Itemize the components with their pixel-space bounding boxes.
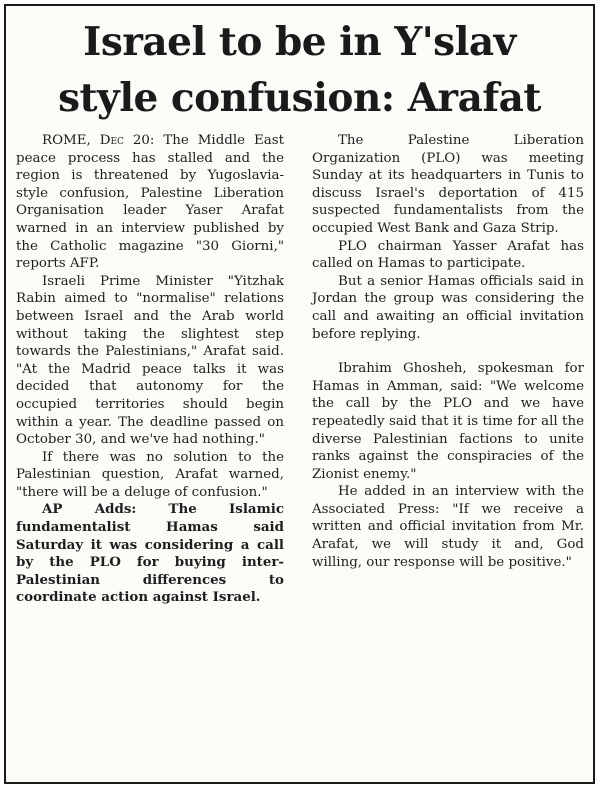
article-paragraph: The Palestine Liberation Organization (PLO) was meeting Sunday at its headquarters in Tunis to discuss Israel's deportation of 415 suspected fundamentalists from the occupied West Bank and Gaza Strip. [312,133,584,236]
article-paragraph: He added in an interview with the Associated Press: "If we receive a written and official invitation from Mr. Arafat, we will study it and, God willing, our response will be positive." [312,484,584,570]
news-clipping [4,4,595,784]
dateline: ROME, Dec 20: [42,133,155,148]
article-paragraph: If there was no solution to the Palestinian question, Arafat warned, "there will be a deluge of confusion." [16,449,284,500]
article-paragraph: Ibrahim Ghosheh, spokesman for Hamas in Amman, said: "We welcome the call by the PLO and we have repeatedly said that it is time for all the diverse Palestinian factions to unite ranks against the conspiracies of the Zionist enemy." [312,361,584,482]
right-column [312,132,584,571]
article-paragraph: But a senior Hamas officials said in Jordan the group was considering the call and awaiting an official invitation before replying. [312,273,584,342]
left-column [16,132,284,607]
paragraph-gap [312,343,584,360]
article-paragraph: PLO chairman Yasser Arafat has called on Hamas to participate. [312,238,584,272]
headline-line-1: Israel to be in Y'slav [83,19,516,65]
headline-line-2: style confusion: Arafat [58,75,541,121]
article-paragraph: AP Adds: The Islamic fundamentalist Hamas said Saturday it was considering a call by the PLO for buying inter-Palestinian differences to coordinate action against Israel. [16,501,284,606]
paragraph-text: The Middle East peace process has stalled and the region is threatened by Yugoslavia-style confusion, Palestine Liberation Organisation leader Yaser Arafat warned in an interview published by the Catholic magazine "30 Giorni," reports AFP. [16,133,284,272]
article-paragraph [16,132,284,273]
article-paragraph: Israeli Prime Minister "Yitzhak Rabin aimed to "normalise" relations between Israel and the Arab world without taking the slightest step towards the Palestinians," Arafat said. "At the Madrid peace talks it was decided that autonomy for the occupied territories should begin within a year. The deadline passed on October 30, and we've had nothing." [16,273,284,448]
headline [6,14,593,126]
